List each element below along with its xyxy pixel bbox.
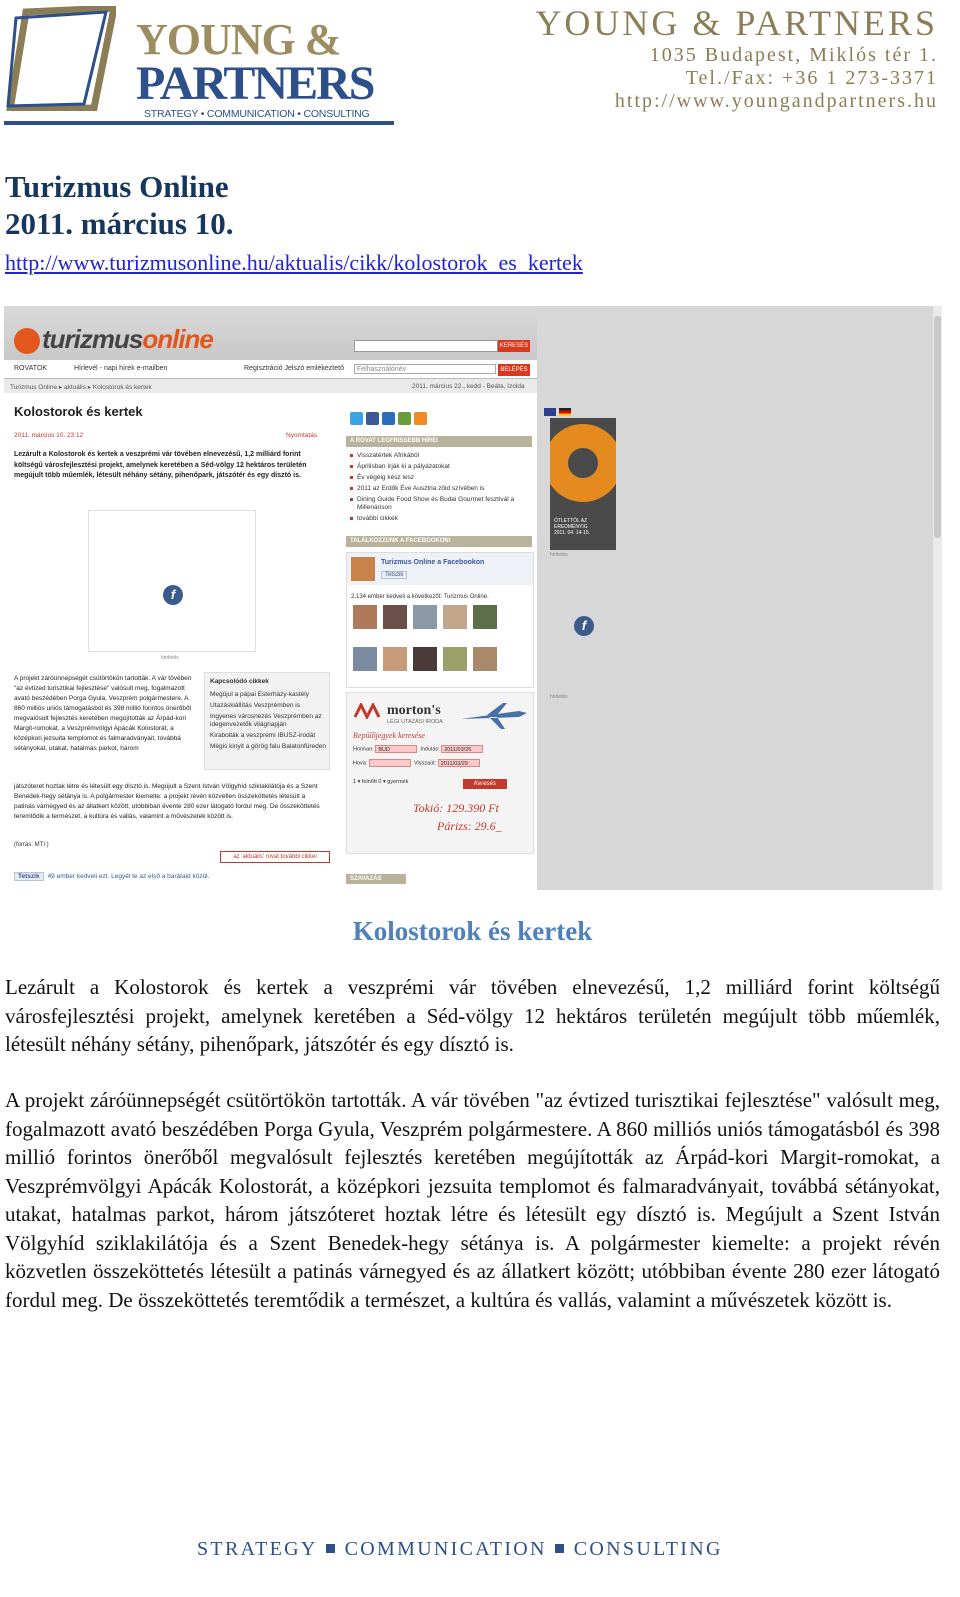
screenshot-page xyxy=(4,306,537,890)
email-icon xyxy=(398,412,411,425)
airplane-icon xyxy=(459,701,529,731)
square-bullet-icon xyxy=(555,1544,564,1553)
ad-row-passengers: 1 ▾ felnőtt 0 ▾ gyermek xyxy=(353,779,409,785)
fb-page-name: Turizmus Online a Facebookon xyxy=(381,559,485,566)
ad-row-to xyxy=(353,759,480,767)
facebook-icon xyxy=(366,412,379,425)
fan-photo xyxy=(383,647,407,671)
related-item: Utazáskiállítás Veszprémben is xyxy=(210,702,300,709)
fan-photo xyxy=(413,647,437,671)
fan-photo xyxy=(383,605,407,629)
facebook-box xyxy=(346,552,534,688)
square-bullet-icon xyxy=(326,1544,335,1553)
letterhead-phone: Tel./Fax: +36 1 273-3371 xyxy=(685,67,938,89)
screenshot-source-note: (forrás: MTI ) xyxy=(14,842,49,848)
flash-icon: f xyxy=(163,585,183,605)
logo-rule xyxy=(4,121,394,125)
screenshot-search-input xyxy=(354,340,498,352)
fan-photo xyxy=(353,605,377,629)
crumb-path: Turizmus Online ▸ aktuális ▸ Kolostorok és kertek xyxy=(10,384,152,391)
turizmus-logo xyxy=(42,324,213,355)
nav-register: Regisztráció Jelszó emlékeztető xyxy=(244,365,344,372)
vote-bar: SZAVAZÁS xyxy=(346,874,406,884)
screenshot-banner xyxy=(4,306,537,360)
screenshot-login-input: Felhasználónév xyxy=(354,364,496,374)
fan-photo xyxy=(353,647,377,671)
news-item: Év végéig kész lesz xyxy=(350,474,530,482)
logo-part-1: turizmus xyxy=(42,324,143,354)
footer-tagline xyxy=(197,1538,723,1561)
fb-like-text: 49 ember kedveli ezt. Legyél te az első a barátaid közül. xyxy=(47,873,210,880)
screenshot-headline: Kolostorok és kertek xyxy=(14,404,143,419)
crumb-date: 2011. március 22., kedd - Beáta, Izolda xyxy=(412,383,525,390)
uk-flag-icon xyxy=(544,408,556,416)
screenshot-more-link: az 'aktuális' rovat további cikkei xyxy=(220,851,330,863)
promo-text-line: ÖTLETTŐL AZ EREDMÉNYIG xyxy=(554,518,588,530)
related-item: Mégis kinyit a görög falu Balatonfüreden xyxy=(210,743,326,750)
social-icons xyxy=(350,412,430,426)
ad-children-label: gyermek xyxy=(387,779,409,785)
news-list xyxy=(350,452,530,526)
scrollbar-thumb xyxy=(934,316,941,538)
ad-from-field: BUD xyxy=(375,745,417,753)
related-title: Kapcsolódó cikkek xyxy=(210,678,269,685)
letterhead-address: 1035 Budapest, Miklós tér 1. xyxy=(649,44,938,66)
ad-ret-label: Visszaút: xyxy=(413,760,437,767)
logo-tagline: STRATEGY • COMMUNICATION • CONSULTING xyxy=(144,108,370,120)
letterhead-brand: YOUNG & PARTNERS xyxy=(535,3,938,43)
fb-like-count: 2,134 ember kedveli a következőt: Turizmus Online. xyxy=(351,594,489,600)
screenshot-scrollbar xyxy=(933,306,942,890)
news-item: Áprilisban írják ki a pályázatokat xyxy=(350,463,530,471)
nav-rovatok: ROVATOK xyxy=(14,365,48,372)
footer-consulting: CONSULTING xyxy=(573,1538,723,1560)
screenshot-video-placeholder xyxy=(88,510,256,661)
promo-text xyxy=(554,518,614,536)
screenshot-login-button: BELÉPÉS xyxy=(498,364,530,376)
screenshot-breadcrumb xyxy=(4,379,537,393)
ad-price-paris: Párizs: 29.6_ xyxy=(437,819,502,833)
fan-photo xyxy=(443,647,467,671)
news-item: további cikkek xyxy=(350,515,530,523)
fb-page-like: Tetszik xyxy=(381,571,407,579)
footer-strategy: STRATEGY xyxy=(197,1538,318,1560)
flash-icon: f xyxy=(574,616,594,636)
fan-photo xyxy=(413,605,437,629)
ad-dep-field: 2011/03/26 xyxy=(441,745,483,753)
news-bar: A ROVAT LEGFRISSEBB HÍREI xyxy=(346,436,532,447)
article-paragraph: Lezárult a Kolostorok és kertek a veszprémi vár tövében elnevezésű, 1,2 milliárd forint költségű városfejlesztési projekt, amelynek keretében a Séd-völgy 12 hektáros területén megújult több műemlék, létesült néhány sétány, pihenőpark, játszótér és egy dísztó is. xyxy=(5,975,940,1056)
fan-photo xyxy=(473,647,497,671)
ad-dep-label: Indulás: xyxy=(420,746,440,753)
fb-like-button: Tetszik xyxy=(14,872,44,881)
footer-communication: COMMUNICATION xyxy=(344,1538,547,1560)
twitter-icon xyxy=(350,412,363,425)
fan-photo xyxy=(443,605,467,629)
logo-part-2: online xyxy=(142,324,213,354)
company-logo xyxy=(4,4,396,126)
promo-banner xyxy=(550,418,616,550)
nav-hirlevel: Hírlevél - napi hírek e-mailben xyxy=(74,365,168,372)
german-flag-icon xyxy=(559,408,571,416)
ad-row-from xyxy=(353,745,483,753)
tumblr-icon xyxy=(382,412,395,425)
facebook-bar: TALÁLKOZZUNK A FACEBOOKON! xyxy=(346,536,532,547)
related-item: Kirabolták a veszprémi IBUSZ-irodát xyxy=(210,732,316,739)
video-caption: hirdetés xyxy=(161,655,179,661)
ad-subtitle: LÉGI UTAZÁSI IRODA xyxy=(387,719,443,725)
screenshot-print-link: Nyomtatás xyxy=(286,432,318,439)
ad-brand: morton's xyxy=(387,703,441,718)
screenshot-fb-like xyxy=(14,872,209,881)
ad-from-label: Honnan: xyxy=(353,746,374,753)
logo-text-partners: PARTNERS xyxy=(136,57,374,110)
related-item: Megújul a pápai Esterházy-kastély xyxy=(210,691,309,698)
ad-to-field xyxy=(369,759,411,767)
related-list xyxy=(210,691,326,754)
news-item: Visszatértek Afrikából xyxy=(350,452,530,460)
ad-caption: hirdetés xyxy=(550,694,568,700)
ad-title: Repülőjegyek keresése xyxy=(353,731,425,740)
mortons-ad xyxy=(346,692,534,854)
source-publication: Turizmus Online xyxy=(5,169,229,204)
fb-page-avatar xyxy=(351,557,375,581)
ad-adults-label: felnőtt xyxy=(361,779,377,785)
promo-date: 2011. 04. 14-15. xyxy=(554,530,591,536)
ad-search-button: Keresés xyxy=(463,779,507,789)
logo-frame-icon xyxy=(6,6,116,111)
news-item: 2011 az Erdők Éve Ausztria zöld szívében is xyxy=(350,485,530,493)
ad-price-tokyo: Tokió: 129.390 Ft xyxy=(413,801,499,815)
letterhead-contact xyxy=(535,2,938,113)
screenshot-article-date: 2011. március 10. 23:12 xyxy=(14,432,84,439)
ad-ret-field: 2011/03/29 xyxy=(438,759,480,767)
ad-to-label: Hova: xyxy=(353,760,368,767)
gear-icon xyxy=(550,424,616,502)
screenshot-search-button: KERESÉS xyxy=(498,340,530,352)
turizmus-logo-icon xyxy=(14,328,40,354)
source-date: 2011. március 10. xyxy=(5,206,234,241)
article-screenshot xyxy=(4,306,942,890)
fan-photo xyxy=(473,605,497,629)
letterhead-website[interactable]: http://www.youngandpartners.hu xyxy=(614,90,938,112)
logo-text-young: YOUNG & xyxy=(136,15,341,64)
fb-box-head xyxy=(347,553,533,585)
mortons-logo-icon xyxy=(353,703,383,719)
article-title: Kolostorok és kertek xyxy=(352,916,593,946)
news-item: Dining Guide Food Show és Budai Gourmet fesztivál a Millenárison xyxy=(350,496,530,512)
screenshot-body-left: A projekt záróünnepségét csütörtökön tartották. A vár tövében "az évtized turisztikai fejlesztése" valósult meg, fogalmazott avató beszédében Porga Gyula, Veszprém polgármestere. A 860 milliós uniós támogatásból és 398 millió forintos önerőből megvalósult fejlesztés keretében megújították az Árpád-kori Margit-romokat, a Veszprémvölgyi Apácák Kolostorát, a középkori jezsuita templomot és falmaradványait, továbbá sétányokat, utakat, hatalmas parkot, három xyxy=(14,675,192,752)
screenshot-body-bottom: játszóteret hoztak létre és létesült egy dísztó is. Megújult a Szent István Völgyhíd sziklakilátója és a Szent Benedek-hegy sétánya is. A polgármester kiemelte: a projekt révén közvetlen összeköttetés létesült a patinás várnegyed és az állatkert között; utóbbiban évente 280 ezer látogató fordul meg. De összeköttetés teremtődik a természet, a kultúra és vallás, valamint a művészetek között is. xyxy=(14,783,320,820)
article-paragraph: A projekt záróünnepségét csütörtökön tartották. A vár tövében "az évtized turisztikai fejlesztése" valósult meg, fogalmazott avató beszédében Porga Gyula, Veszprém polgármestere. A 860 milliós uniós támogatásból és 398 millió forintos önerőből megvalósult fejlesztés keretében megújították az Árpád-kori Margit-romokat, a Veszprémvölgyi Apácák Kolostorát, a középkori jezsuita templomot és falmaradványait, továbbá sétányokat, utakat, hatalmas parkot, három játszóteret hoztak létre és létesült egy dísztó is. Megújult a Szent István Völgyhíd sziklakilátója és a Szent Benedek-hegy sétánya is. A polgármester kiemelte: a projekt révén közvetlen összeköttetés létesült a patinás várnegyed és az állatkert között; utóbbiban évente 280 ezer látogató fordul meg. De összeköttetés teremtődik a természet, a kultúra és vallás, valamint a művészetek között is. xyxy=(5,1088,940,1312)
screenshot-related-box xyxy=(204,672,330,770)
rss-icon xyxy=(414,412,427,425)
promo-caption: hirdetés xyxy=(550,552,568,558)
source-url-link[interactable]: http://www.turizmusonline.hu/aktualis/cikk/kolostorok_es_kertek xyxy=(5,250,583,275)
screenshot-lead: Lezárult a Kolostorok és kertek a veszprémi vár tövében elnevezésű, 1,2 milliárd forint költségű városfejlesztési projekt, amelynek keretében a Séd-völgy 12 hektáros területén megújult több műemlék, létesült néhány sétány, pihenőpark, játszótér és egy dísztó is. xyxy=(14,451,307,479)
related-item: Ingyenes városnézés Veszprémben az idegenvezetők világnapján xyxy=(210,713,322,728)
